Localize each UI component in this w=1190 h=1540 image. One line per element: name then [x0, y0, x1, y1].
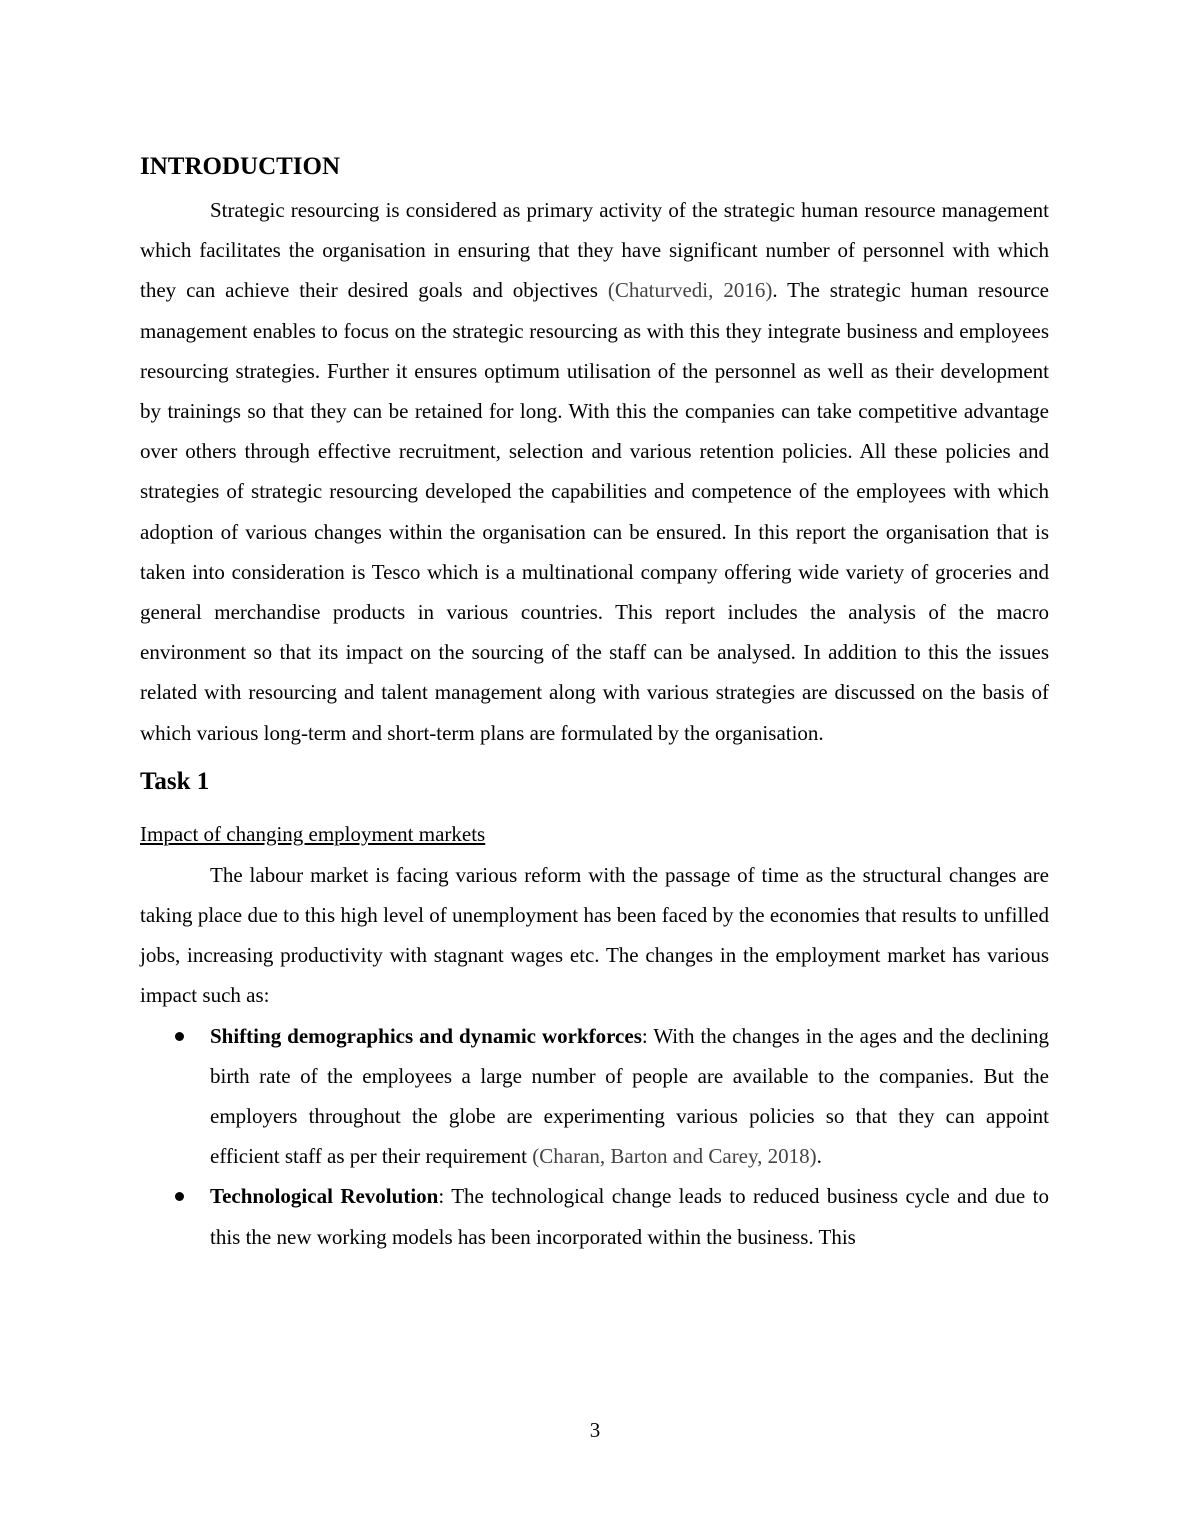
document-body: [140, 150, 1049, 1257]
list-item: [140, 1016, 1049, 1177]
list-item-term: Technological Revolution: [210, 1184, 439, 1209]
list-item: [140, 1176, 1049, 1256]
list-item-end: .: [816, 1144, 822, 1169]
list-item-citation: (Charan, Barton and Carey, 2018): [532, 1144, 817, 1169]
introduction-paragraph: [140, 190, 1049, 753]
intro-citation: (Chaturvedi, 2016): [607, 278, 773, 303]
task1-heading: Task 1: [140, 767, 210, 795]
list-item-term: Shifting demographics and dynamic workforces: [210, 1023, 642, 1048]
introduction-heading: INTRODUCTION: [140, 153, 341, 180]
page-number: 3: [589, 1418, 601, 1442]
task1-paragraph: The labour market is facing various reform with the passage of time as the structural changes are taking place due to this high level of unemployment has been faced by the economies that results to unfilled jobs, increasing productivity with stagnant wages etc. The changes in the employment market has various impact such as:: [140, 862, 1049, 1008]
bullet-icon: [175, 1032, 184, 1041]
intro-text-part-2: . The strategic human resource management enables to focus on the strategic resourcing as with this they integrate business and employees resourcing strategies. Further it ensures optimum utilisation of the personnel as well as their development by trainings so that they can be retained for long. With this the companies can take competitive advantage over others through effective recruitment, selection and various retention policies. All these policies and strategies of strategic resourcing developed the capabilities and competence of the employees with which adoption of various changes within the organisation can be ensured. In this report the organisation that is taken into consideration is Tesco which is a multinational company offering wide variety of groceries and general merchandise products in various countries. This report includes the analysis of the macro environment so that its impact on the sourcing of the staff can be analysed. In addition to this the issues related with resourcing and talent management along with various strategies are discussed on the basis of which various long-term and short-term plans are formulated by the organisation.: [140, 278, 1049, 745]
intro-text-part-1: Strategic resourcing is considered as primary activity of the strategic human resource management which facilitates the organisation in ensuring that they have significant number of personnel with which they can achieve their desired goals and objectives: [140, 198, 1049, 303]
impact-list: [140, 1016, 1049, 1257]
bullet-icon: [175, 1192, 184, 1201]
list-item-text: : With the changes in the ages and the declining birth rate of the employees a large number of people are available to the companies. But the employers throughout the globe are experimenting various policies so that they can appoint efficient staff as per their requirement: [210, 1023, 1049, 1169]
list-item-text: : The technological change leads to reduced business cycle and due to this the new working models has been incorporated within the business. This: [210, 1184, 1049, 1249]
task1-subheading: Impact of changing employment markets: [140, 821, 486, 846]
